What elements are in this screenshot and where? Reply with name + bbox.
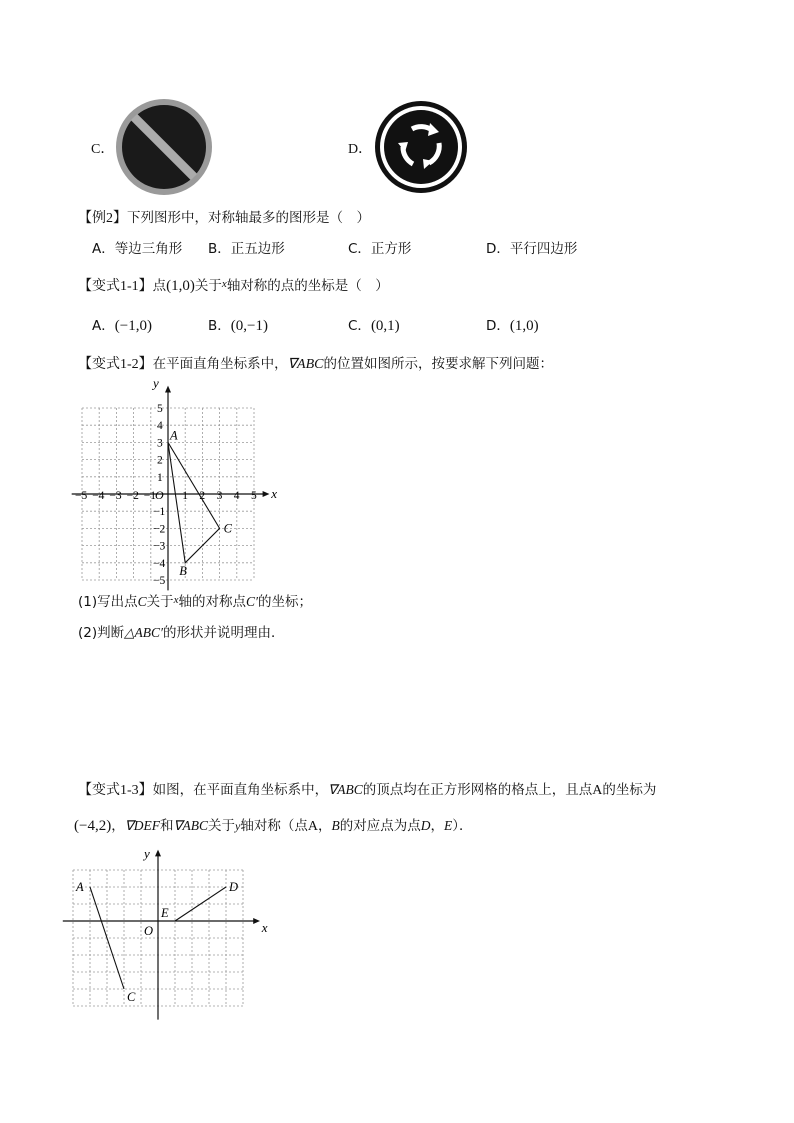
variant12-question [78,352,553,373]
example2-question-text: 下列图形中，对称轴最多的图形是（ ） [127,210,370,226]
variant11-option-b [208,314,268,335]
point-label-d: D [229,880,239,894]
variant12-sub1-c: C [137,594,147,609]
variant12-sub1-mid2: 轴的对称点 [178,594,247,610]
vertex-label-b: B [179,563,187,578]
variant11-text-mid: 关于 [194,278,222,294]
x-axis-arrow [263,491,270,497]
x-tick-label: 3 [216,490,223,502]
variant11-option-c-label: C． [348,318,371,334]
variant13-line1-triangle: ∇ABC [328,782,363,797]
variant12-sub1-axis: x [173,594,179,606]
variant12-sub1-pre: (1)写出点 [78,594,138,610]
option-d-label: D． [348,142,373,157]
y-tick-label: 2 [157,454,163,467]
variant13-coordinate-graph [70,848,280,1030]
example2-question [78,206,370,227]
variant13-line2-comma2: ， [430,818,444,834]
y-axis-arrow [155,850,161,857]
x-tick-label: −1 [143,490,157,502]
variant13-line2-e: E [443,818,453,833]
variant13-line1 [78,778,656,799]
variant11-option-a [92,314,152,335]
variant12-sub1 [78,590,312,610]
variant12-sub2 [78,621,284,641]
variant13-line2-a: A [307,819,318,834]
variant13-line1-pre: 如图，在平面直角坐标系中， [152,782,329,798]
variant13-line2-axis: y [235,819,241,833]
variant12-sub1-mid: 关于 [146,594,174,610]
variant12-tag: 【变式1-2】 [78,357,153,372]
variant13-line2-mid3: 的对应点为点 [339,818,421,834]
variant12-text-post: 的位置如图所示，按要求解下列问题： [323,356,553,372]
example2-option-a: A．等边三角形 [92,241,183,257]
y-axis-label: y [153,375,159,391]
variant11-option-b-value: (0,−1) [230,318,268,334]
x-axis-label: x [261,920,268,935]
variant12-triangle: ∇ABC [287,357,324,372]
y-axis-arrow [165,386,171,393]
variant13-tag: 【变式1-3】 [78,783,153,798]
variant11-option-d-value: (1,0) [509,318,539,334]
variant11-option-c [348,314,400,335]
vertex-label-c: C [223,521,232,536]
variant12-sub1-post: 的坐标； [258,594,312,610]
y-tick-label: 5 [157,403,163,415]
variant13-line2-coord: (−4,2) [74,818,112,834]
variant12-sub2-pre: (2)判断 [78,625,125,641]
example2-tag: 【例2】 [78,211,127,226]
y-tick-label: 4 [157,420,163,433]
variant11-question [78,274,389,295]
variant11-option-a-value: (−1,0) [114,318,152,334]
y-tick-label: −5 [153,575,166,587]
triangle-abc [168,442,220,562]
x-axis-arrow [253,918,260,924]
variant11-point: (1,0) [166,278,195,294]
y-tick-label: −3 [153,540,166,553]
variant11-option-d [486,314,539,335]
no-entry-diagonal-sign-icon [115,98,213,200]
variant13-line2-and: 和 [159,818,174,834]
x-tick-label: 2 [199,490,206,502]
variant13-line2-def: ∇DEF [124,818,160,833]
variant11-axis: x [221,278,227,290]
y-tick-label: −2 [153,523,166,536]
y-tick-label: 3 [157,437,163,450]
variant11-option-a-label: A． [92,318,115,334]
variant13-line2-sep: ， [111,818,125,834]
example2-option-c: C．正方形 [348,241,412,257]
y-axis-label: y [144,846,150,862]
variant11-text-pre: 点 [152,278,167,294]
variant11-option-b-label: B． [208,318,231,334]
variant13-line2 [74,814,472,835]
variant11-tag: 【变式1-1】 [78,279,153,294]
variant13-line2-mid2: 轴对称（点 [240,818,308,834]
x-tick-label: −4 [92,490,105,502]
variant11-option-c-value: (0,1) [370,318,400,334]
variant12-sub2-triangle: △ABC′ [124,625,163,640]
variant13-line1-mid: 的顶点均在正方形网格的格点上，且点 [362,782,593,798]
x-tick-label: 4 [233,490,240,502]
roundabout-circular-arrows-sign-icon [372,98,470,200]
variant13-line1-post: 的坐标为 [602,782,657,798]
variant12-coordinate-graph [66,374,276,593]
option-c-label: C． [91,142,115,157]
variant12-graph-svg [66,374,276,589]
variant12-sub2-post: 的形状并说明理由． [162,625,285,641]
y-tick-label: 1 [157,471,163,484]
variant13-line1-a: A [592,783,603,798]
origin-label: O [155,488,164,502]
y-tick-label: −4 [153,557,166,570]
variant11-option-d-label: D． [486,318,510,334]
point-label-e: E [161,906,169,920]
y-tick-label: −1 [153,506,166,519]
variant11-text-post: 轴对称的点的坐标是（ ） [226,278,389,294]
variant13-line2-abc: ∇ABC [173,818,209,833]
variant13-graph-svg [70,848,280,1026]
vertex-label-a: A [170,428,178,443]
variant13-line2-mid: 关于 [208,818,236,834]
variant12-text-pre: 在平面直角坐标系中， [152,356,288,372]
variant12-sub1-cprime: C′ [246,594,258,609]
point-label-a: A [76,880,84,894]
variant13-line2-comma: ， [317,818,332,834]
variant13-line2-d: D [420,818,431,833]
x-tick-label: 5 [251,490,257,502]
variant13-line2-post: ）． [452,818,473,834]
x-tick-label: −2 [126,490,139,502]
x-tick-label: 1 [182,490,188,502]
x-axis-label: x [271,486,277,501]
variant13-line2-b: B [331,818,340,833]
example2-option-d: D．平行四边形 [486,241,578,257]
x-tick-label: −3 [109,490,122,502]
point-label-c: C [127,990,136,1004]
example2-option-b: B．正五边形 [208,241,285,257]
x-tick-label: −5 [75,490,88,502]
origin-label: O [144,924,154,938]
